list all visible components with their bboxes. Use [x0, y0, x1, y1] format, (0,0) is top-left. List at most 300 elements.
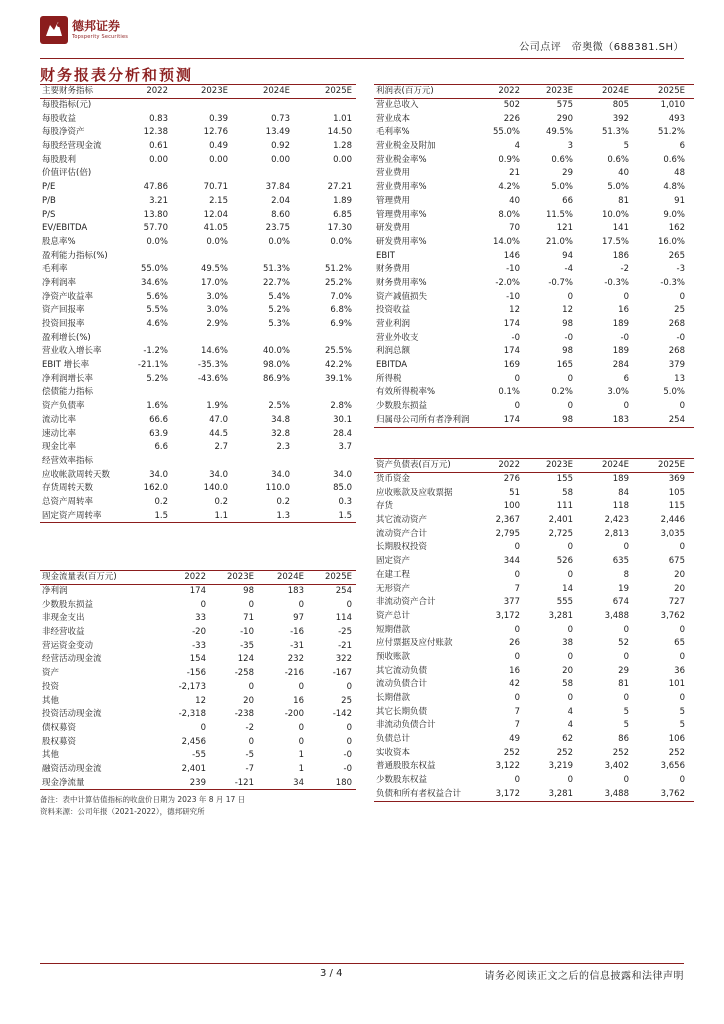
cell-value: 189	[612, 319, 629, 329]
cell-value: -4	[564, 264, 573, 275]
cell-value: 2.7	[214, 442, 228, 453]
row-label: 现金净流量	[42, 777, 85, 788]
table-title: 主要财务指标	[42, 86, 94, 96]
cell-value: 13	[674, 373, 685, 384]
row-label: P/B	[42, 195, 56, 206]
cell-value: 0.61	[149, 141, 168, 152]
cell-value: 2,423	[604, 515, 629, 526]
cell-value: 0	[514, 542, 520, 553]
row-label: 其他	[42, 695, 60, 706]
cell-value: 26	[509, 638, 520, 649]
cell-value: 12	[562, 305, 573, 316]
cell-value: 232	[287, 654, 304, 665]
row-label: 净利润率	[42, 277, 77, 288]
year-column-header: 2022	[146, 86, 168, 96]
cell-value: 5.2%	[146, 373, 168, 384]
table-row	[40, 167, 356, 181]
cell-value: 4	[567, 706, 573, 717]
cell-value: -0.3%	[604, 277, 629, 288]
cell-value: 3.0%	[206, 291, 228, 302]
cell-value: 0.00	[209, 154, 228, 165]
cell-value: 8	[623, 569, 629, 580]
row-label: 所得税	[376, 373, 402, 384]
cell-value: -2,173	[178, 681, 206, 692]
cell-value: 0	[567, 693, 573, 703]
table-row	[374, 167, 694, 181]
cell-value: 0	[567, 401, 573, 412]
row-label: 预收账款	[376, 651, 411, 662]
cell-value: 0.2	[214, 496, 228, 507]
cell-value: 98	[562, 346, 573, 357]
cell-value: -200	[284, 709, 304, 720]
cell-value: 5	[623, 706, 629, 717]
cell-value: 49.5%	[545, 127, 573, 138]
cell-value: 0	[514, 775, 520, 786]
cell-value: -43.6%	[197, 373, 228, 384]
table-row	[374, 610, 694, 624]
row-label: 无形资产	[376, 583, 411, 594]
cell-value: -7	[245, 763, 254, 774]
cell-value: 40	[509, 195, 520, 206]
cell-value: 3,488	[604, 788, 629, 799]
table-row	[374, 528, 694, 542]
table-row	[374, 236, 694, 250]
cell-value: 1.9%	[206, 401, 228, 412]
cell-value: 0	[346, 736, 352, 747]
cell-value: 0.00	[149, 154, 168, 165]
cell-value: 2.15	[209, 195, 228, 206]
table-row	[374, 195, 694, 209]
cell-value: 162	[668, 223, 685, 234]
table-row	[374, 774, 694, 788]
cell-value: 162.0	[143, 483, 168, 494]
table-row	[374, 624, 694, 638]
cell-value: 98	[562, 319, 573, 329]
cell-value: 25.5%	[324, 346, 352, 357]
cell-value: 0	[623, 542, 629, 553]
cell-value: 16.0%	[657, 236, 685, 247]
cell-value: 3,656	[660, 761, 685, 772]
cell-value: 2.8%	[330, 401, 352, 412]
year-column-header: 2024E	[276, 572, 304, 582]
cell-value: 276	[503, 474, 520, 484]
table-row	[374, 373, 694, 387]
cell-value: 14	[562, 583, 573, 594]
table-row	[374, 277, 694, 291]
row-label: 营业税金率%	[376, 154, 427, 165]
cell-value: 3.0%	[607, 387, 629, 398]
cell-value: 1.28	[333, 141, 352, 152]
table-row	[374, 126, 694, 140]
cell-value: 51.2%	[324, 264, 352, 275]
table-row	[374, 345, 694, 359]
cell-value: 3	[567, 141, 573, 152]
table-header-row	[374, 458, 694, 473]
cell-value: 100	[503, 501, 520, 512]
row-label: 少数股东损益	[376, 401, 428, 412]
cell-value: 55.0%	[492, 127, 520, 138]
row-label: 长期借款	[376, 693, 411, 703]
row-label: 毛利率%	[376, 127, 410, 138]
cell-value: 146	[503, 250, 520, 261]
cell-value: 9.0%	[663, 209, 685, 220]
table-row	[40, 291, 356, 305]
cell-value: -25	[338, 627, 352, 638]
table-row	[40, 667, 356, 681]
cell-value: 3,281	[548, 788, 573, 799]
row-label: 应收帐款周转天数	[42, 469, 111, 480]
cell-value: 1.01	[333, 113, 352, 124]
row-label: 营业外收支	[376, 332, 419, 343]
table-row	[374, 514, 694, 528]
cell-value: 7	[514, 720, 520, 731]
row-label: 其它流动资产	[376, 515, 428, 526]
cell-value: 5.4%	[268, 291, 290, 302]
cell-value: 6	[679, 141, 685, 152]
cell-value: 0	[298, 599, 304, 610]
table-row	[374, 140, 694, 154]
table-row	[40, 681, 356, 695]
row-label: 偿债能力指标	[42, 387, 94, 398]
cell-value: 0	[298, 736, 304, 747]
cell-value: 0	[567, 651, 573, 662]
cell-value: 66	[562, 195, 573, 206]
table-row	[40, 469, 356, 483]
cell-value: 1.5	[154, 510, 168, 521]
cell-value: 49.5%	[200, 264, 228, 275]
row-label: 少数股东权益	[376, 775, 428, 786]
cell-value: -10	[240, 627, 254, 638]
cell-value: 3,281	[548, 610, 573, 621]
row-label: 资产	[42, 668, 60, 679]
cash-flow-table	[40, 570, 356, 790]
row-label: 营业税金及附加	[376, 141, 436, 152]
row-label: 盈利能力指标(%)	[42, 250, 108, 261]
cell-value: 20	[674, 569, 685, 580]
row-label: 非现金支出	[42, 613, 85, 624]
cell-value: 86	[618, 734, 629, 745]
cell-value: 51.3%	[601, 127, 629, 138]
cell-value: 3,219	[548, 761, 573, 772]
cell-value: 41.05	[203, 223, 228, 234]
cell-value: 34	[293, 777, 304, 788]
cell-value: 3,402	[604, 761, 629, 772]
cell-value: 0.39	[209, 113, 228, 124]
table-row	[40, 345, 356, 359]
cell-value: 12.38	[143, 127, 168, 138]
cell-value: 16	[293, 695, 304, 706]
row-label: 营业收入增长率	[42, 346, 102, 357]
year-column-header: 2024E	[601, 86, 629, 96]
page-number: 3 / 4	[320, 968, 343, 979]
table-row	[374, 692, 694, 706]
row-label: 短期借款	[376, 624, 411, 635]
table-row	[374, 318, 694, 332]
table-row	[40, 510, 356, 524]
table-row	[40, 209, 356, 223]
cell-value: 5.6%	[146, 291, 168, 302]
row-label: 存货周转天数	[42, 483, 94, 494]
cell-value: 2,725	[548, 528, 573, 539]
table-row	[374, 541, 694, 555]
cell-value: 0	[623, 624, 629, 635]
row-label: 价值评估(倍)	[42, 168, 92, 179]
cell-value: 121	[556, 223, 573, 234]
table-title: 资产负债表(百万元)	[376, 460, 451, 470]
row-label: 经营活动现金流	[42, 654, 102, 665]
table-row	[40, 414, 356, 428]
cell-value: 2,367	[495, 515, 520, 526]
year-column-header: 2025E	[657, 460, 685, 470]
cell-value: 8.60	[271, 209, 290, 220]
footer-divider	[40, 963, 684, 964]
data-source-note: 资料来源：公司年报（2021-2022），德邦研究所	[40, 807, 205, 816]
row-label: 普通股股东权益	[376, 761, 436, 772]
table-row	[40, 99, 356, 113]
cell-value: 2.04	[271, 195, 290, 206]
year-column-header: 2025E	[657, 86, 685, 96]
cell-value: 5.3%	[268, 319, 290, 329]
row-label: 财务费用	[376, 264, 411, 275]
cell-value: 63.9	[149, 428, 168, 439]
year-column-header: 2023E	[545, 86, 573, 96]
row-label: 非流动资产合计	[376, 597, 436, 608]
row-label: 营运资金变动	[42, 640, 94, 651]
header-divider	[40, 58, 684, 59]
cell-value: 2,446	[660, 515, 685, 526]
cell-value: 49	[509, 734, 520, 745]
cell-value: 6.9%	[330, 319, 352, 329]
cell-value: -5	[245, 750, 254, 761]
table-row	[40, 277, 356, 291]
cell-value: 4.6%	[146, 319, 168, 329]
row-label: EBIT	[376, 250, 395, 261]
cell-value: 47.0	[209, 414, 228, 425]
cell-value: 0.2%	[551, 387, 573, 398]
table-row	[374, 414, 694, 428]
cell-value: 1	[298, 763, 304, 774]
cell-value: -3	[676, 264, 685, 275]
cell-value: -0.7%	[548, 277, 573, 288]
cell-value: 25	[674, 305, 685, 316]
table-row	[40, 113, 356, 127]
table-row	[40, 222, 356, 236]
cell-value: 0	[679, 775, 685, 786]
cell-value: 392	[612, 113, 629, 124]
cell-value: 322	[335, 654, 352, 665]
cell-value: 183	[612, 414, 629, 425]
cell-value: 32.8	[271, 428, 290, 439]
row-label: 少数股东损益	[42, 599, 94, 610]
cell-value: 1.89	[333, 195, 352, 206]
cell-value: 124	[237, 654, 254, 665]
cell-value: 81	[618, 195, 629, 206]
cell-value: 98	[243, 586, 254, 596]
cell-value: 268	[668, 346, 685, 357]
cell-value: 27.21	[327, 182, 352, 193]
table-row	[40, 154, 356, 168]
table-row	[374, 250, 694, 264]
cell-value: 174	[503, 346, 520, 357]
cell-value: 265	[668, 250, 685, 261]
year-column-header: 2022	[184, 572, 206, 582]
cell-value: 254	[335, 586, 352, 596]
cell-value: 118	[612, 501, 629, 512]
cell-value: 2.5%	[268, 401, 290, 412]
cell-value: 34.6%	[140, 277, 168, 288]
cell-value: -156	[186, 668, 206, 679]
cell-value: 239	[189, 777, 206, 788]
cell-value: 502	[503, 100, 520, 110]
cell-value: 0	[567, 542, 573, 553]
row-label: 负债总计	[376, 734, 411, 745]
table-row	[40, 695, 356, 709]
cell-value: 174	[503, 319, 520, 329]
row-label: 实收资本	[376, 747, 411, 758]
cell-value: 0	[514, 401, 520, 412]
cell-value: 0	[514, 569, 520, 580]
cell-value: 14.50	[327, 127, 352, 138]
cell-value: 5.0%	[607, 182, 629, 193]
cell-value: 12.04	[203, 209, 228, 220]
cell-value: 1.1	[214, 510, 228, 521]
row-label: 营业费用	[376, 168, 411, 179]
cell-value: 0.6%	[551, 154, 573, 165]
row-label: P/E	[42, 182, 56, 193]
table-row	[374, 500, 694, 514]
row-label: 利润总额	[376, 346, 411, 357]
cell-value: 0	[248, 599, 254, 610]
row-label: 负债和所有者权益合计	[376, 788, 462, 799]
cell-value: 0	[679, 624, 685, 635]
cell-value: -21	[338, 640, 352, 651]
cell-value: 2.9%	[206, 319, 228, 329]
row-label: 投资收益	[376, 305, 411, 316]
cell-value: 58	[562, 487, 573, 498]
cell-value: 34.0	[333, 469, 352, 480]
cell-value: 7	[514, 706, 520, 717]
table-row	[40, 373, 356, 387]
cell-value: 0.00	[333, 154, 352, 165]
table-row	[40, 304, 356, 318]
cell-value: -2	[620, 264, 629, 275]
cell-value: 25.2%	[324, 277, 352, 288]
cell-value: 34.0	[271, 469, 290, 480]
row-label: 归属母公司所有者净利润	[376, 414, 470, 425]
table-row	[374, 400, 694, 414]
cell-value: 4.2%	[498, 182, 520, 193]
row-label: 其它流动负债	[376, 665, 428, 676]
main-indicators-table	[40, 84, 356, 523]
cell-value: 369	[668, 474, 685, 484]
cell-value: 140.0	[203, 483, 228, 494]
cell-value: 4	[514, 141, 520, 152]
table-row	[40, 749, 356, 763]
cell-value: 110.0	[265, 483, 290, 494]
cell-value: 493	[668, 113, 685, 124]
cell-value: -142	[332, 709, 352, 720]
cell-value: 84	[618, 487, 629, 498]
row-label: 资产减值损失	[376, 291, 428, 302]
row-label: 财务费用率%	[376, 277, 427, 288]
cell-value: 268	[668, 319, 685, 329]
cell-value: 3,762	[660, 610, 685, 621]
year-column-header: 2022	[498, 86, 520, 96]
table-row	[40, 181, 356, 195]
cell-value: 13.80	[143, 209, 168, 220]
row-label: 非经营收益	[42, 627, 85, 638]
cell-value: 0	[679, 651, 685, 662]
row-label: 其他	[42, 750, 60, 761]
row-label: P/S	[42, 209, 56, 220]
table-row	[374, 222, 694, 236]
cell-value: 1	[298, 750, 304, 761]
cell-value: 42.2%	[324, 360, 352, 371]
table-row	[40, 428, 356, 442]
table-row	[374, 719, 694, 733]
cell-value: 252	[612, 747, 629, 758]
table-row	[40, 263, 356, 277]
cell-value: 5	[623, 720, 629, 731]
table-row	[40, 386, 356, 400]
cell-value: 675	[668, 556, 685, 567]
cell-value: -31	[290, 640, 304, 651]
cell-value: 3,762	[660, 788, 685, 799]
cell-value: -0	[343, 750, 352, 761]
year-column-header: 2023E	[226, 572, 254, 582]
row-label: 净利润增长率	[42, 373, 94, 384]
cell-value: 5.0%	[551, 182, 573, 193]
table-header-row	[374, 84, 694, 99]
cell-value: 0.3	[338, 496, 352, 507]
cell-value: -121	[234, 777, 254, 788]
cell-value: 1,010	[660, 100, 685, 110]
table-row	[40, 318, 356, 332]
cell-value: 2,401	[548, 515, 573, 526]
table-header-row	[40, 84, 356, 99]
cell-value: 5.2%	[268, 305, 290, 316]
table-row	[40, 763, 356, 777]
disclaimer-text: 请务必阅读正文之后的信息披露和法律声明	[484, 971, 684, 982]
table-row	[374, 154, 694, 168]
cell-value: 3,035	[660, 528, 685, 539]
row-label: EBITDA	[376, 360, 408, 371]
row-label: 货币资金	[376, 474, 411, 484]
row-label: 净资产收益率	[42, 291, 94, 302]
cell-value: 0.00	[271, 154, 290, 165]
cell-value: 344	[503, 556, 520, 567]
cell-value: 2,813	[604, 528, 629, 539]
table-row	[374, 359, 694, 373]
table-row	[374, 181, 694, 195]
cell-value: 727	[668, 597, 685, 608]
cell-value: 252	[668, 747, 685, 758]
cell-value: 141	[612, 223, 629, 234]
cell-value: 14.6%	[200, 346, 228, 357]
cell-value: 12	[195, 695, 206, 706]
cell-value: 0	[514, 651, 520, 662]
cell-value: 20	[243, 695, 254, 706]
cell-value: 34.0	[209, 469, 228, 480]
cell-value: 17.30	[327, 223, 352, 234]
row-label: 现金比率	[42, 442, 77, 453]
cell-value: 19	[618, 583, 629, 594]
cell-value: -0	[564, 332, 573, 343]
cell-value: 70.71	[203, 182, 228, 193]
cell-value: 0	[200, 599, 206, 610]
row-label: 投资	[42, 681, 60, 692]
logo-text-en: Topsperity Securities	[72, 34, 129, 40]
